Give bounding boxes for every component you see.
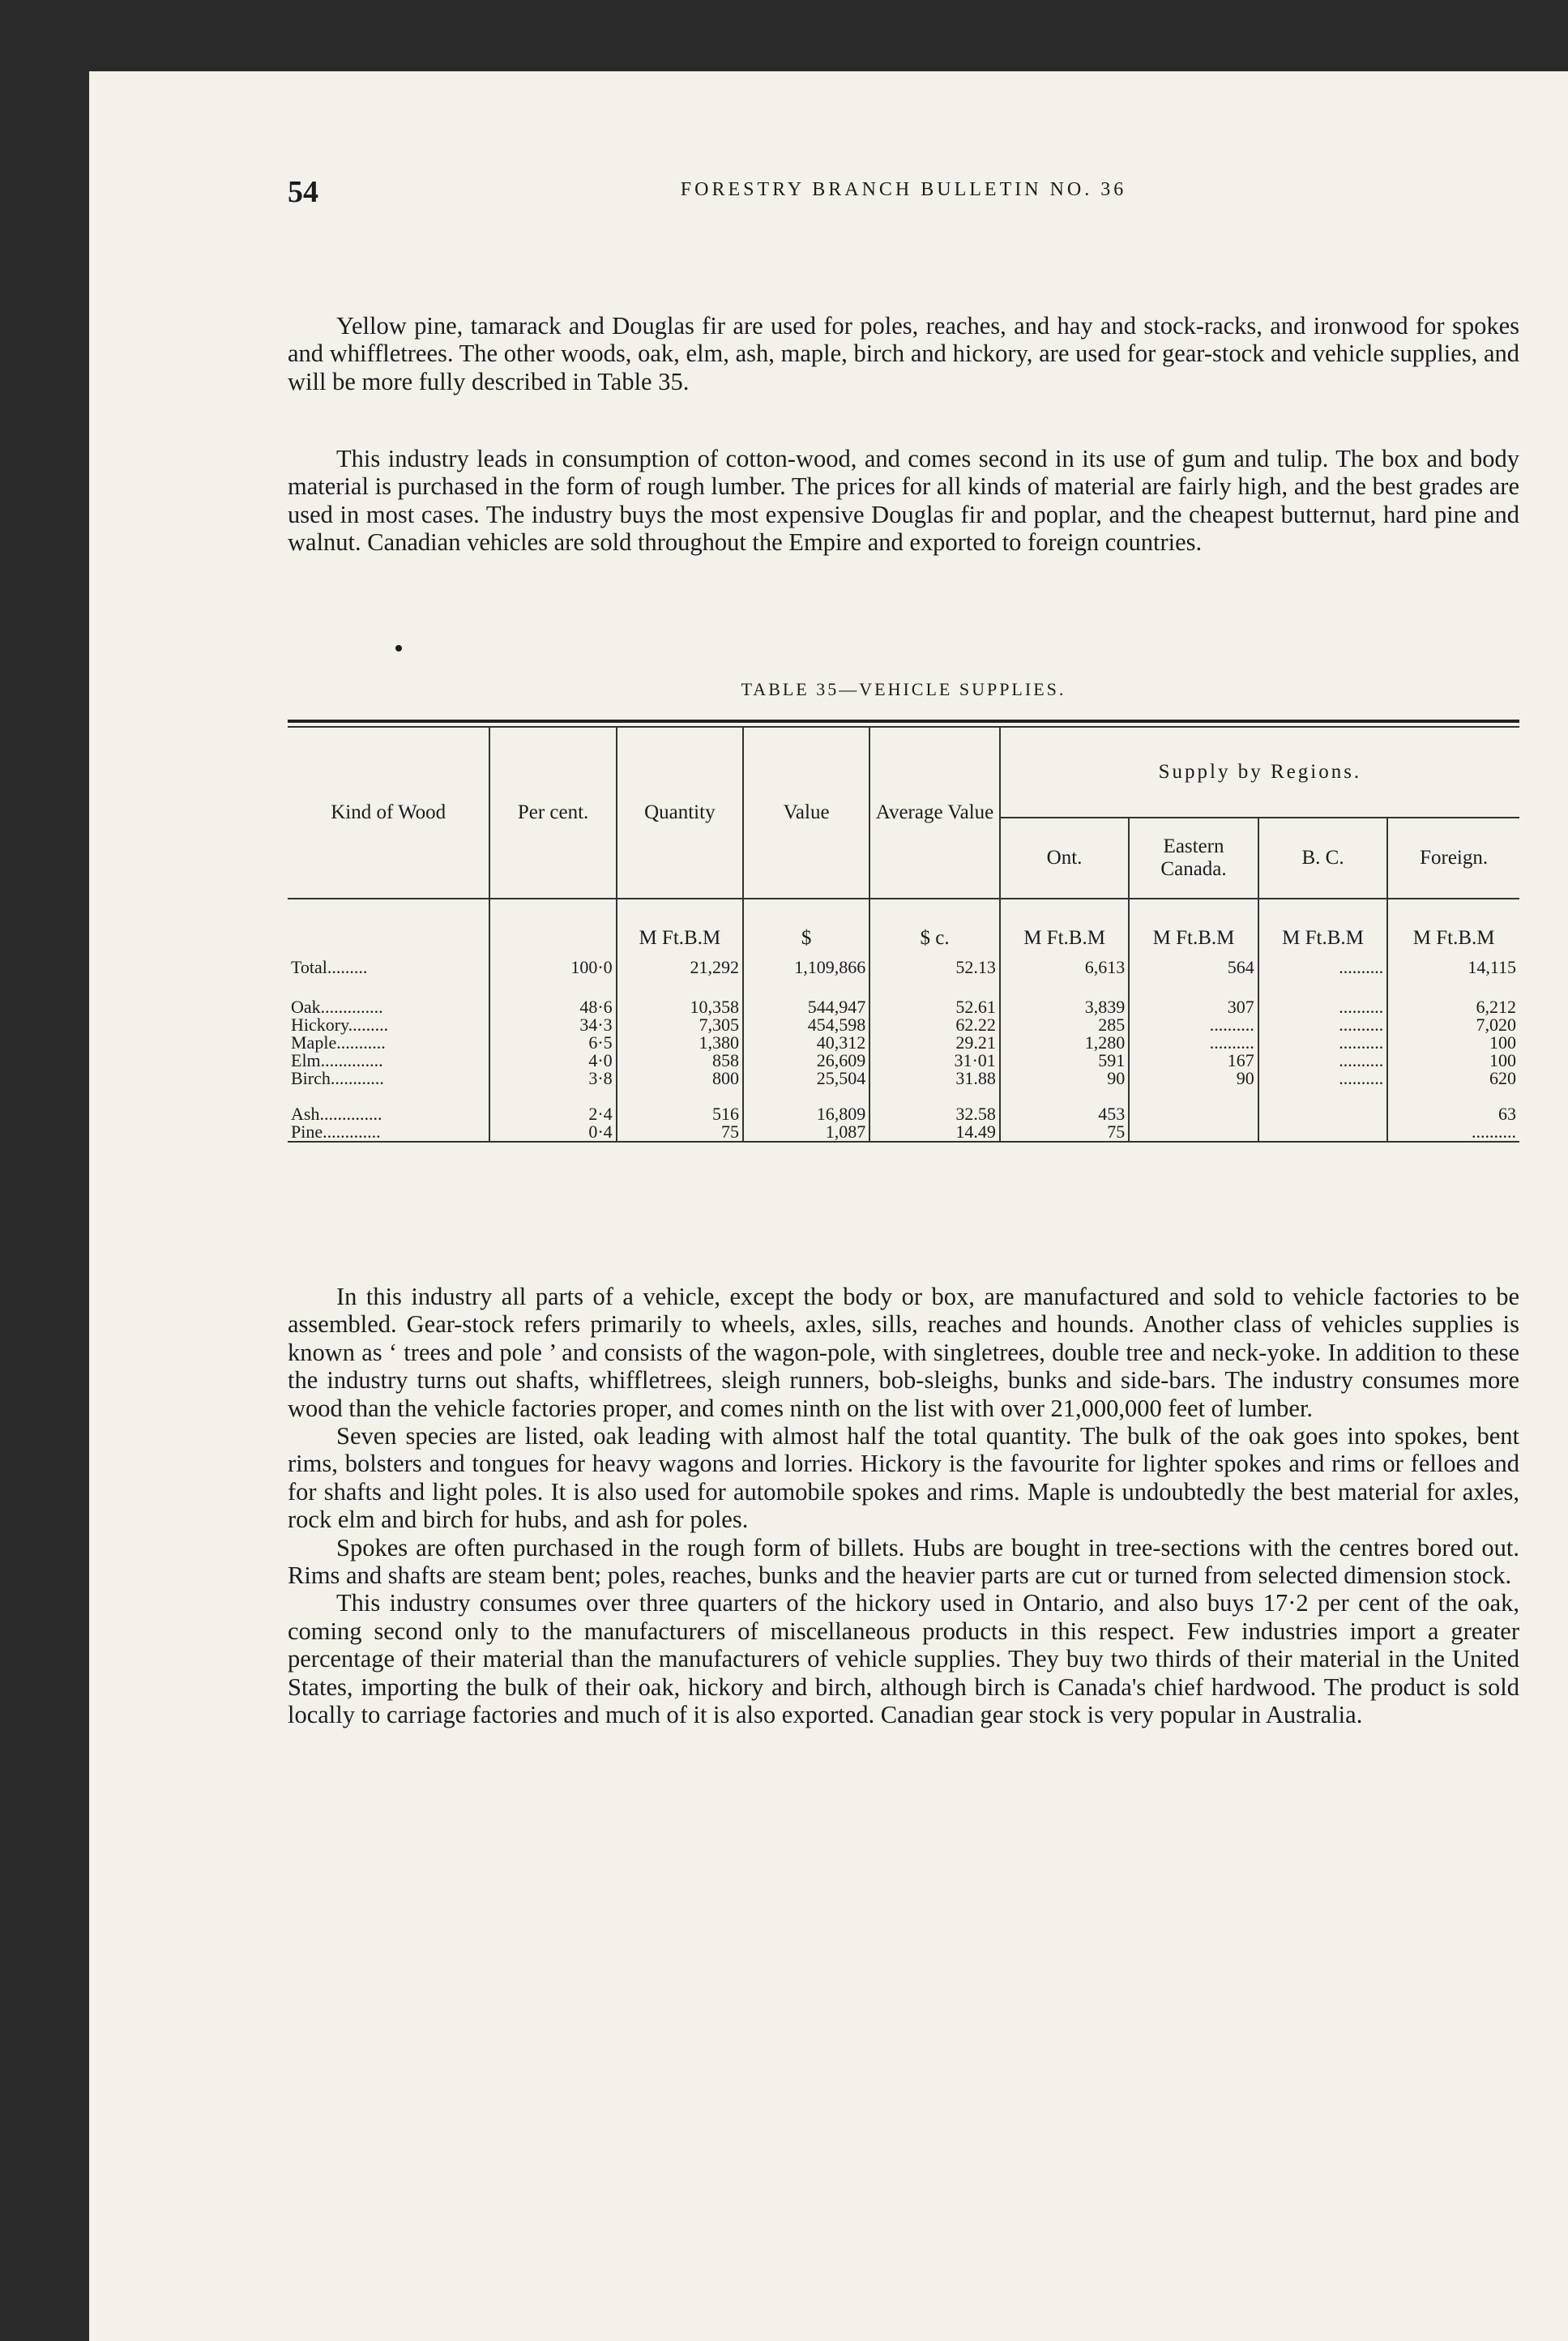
cell-value: 1,087 [743,1123,869,1142]
unit-quantity: M Ft.B.M [617,899,743,950]
table-caption: TABLE 35—VEHICLE SUPPLIES. [741,679,1066,699]
cell-average: 14.49 [869,1123,1000,1142]
table-row [288,1034,1519,1052]
cell-quantity: 7,305 [617,1016,743,1034]
cell-quantity: 516 [617,1105,743,1123]
cell-kind: Total......... [288,950,489,985]
cell-ont: 591 [1000,1052,1129,1070]
bulletin-title: FORESTRY BRANCH BULLETIN NO. 36 [680,179,1127,200]
cell-eastern [1129,1105,1258,1123]
cell-bc: .......... [1258,1016,1387,1034]
cell-foreign: 100 [1489,1050,1516,1070]
unit-value: $ [743,899,869,950]
unit-percent [489,899,616,950]
cell-ont: 90 [1000,1070,1129,1087]
cell-percent: 6·5 [489,1034,616,1052]
cell-eastern: .......... [1129,1016,1258,1034]
cell-eastern: 564 [1129,950,1258,985]
cell-average: 52.13 [869,950,1000,985]
unit-bc: M Ft.B.M [1258,899,1387,950]
body-paragraph-1: In this industry all parts of a vehicle, except the body or box, are manufactured and sold to vehicle factories to be assembled. Gear-stock refers primarily to wheels, axles, sills, reaches and hounds. Another class of vehicles supplies is known as ‘ trees and pole ’ and consists of the wagon-pole, with singletrees, double tree and neck-yoke. In addition to these the industry turns out shafts, whiffletrees, sleigh runners, bob-sleighs, bunks and side-bars. The industry consumes more wood than the vehicle factories proper, and comes ninth on the list with over 21,000,000 feet of lumber. [288,1283,1519,1422]
cell-bc [1258,1105,1387,1123]
cell-value: 25,504 [743,1070,869,1087]
cell-kind: Birch............ [288,1070,489,1087]
table-row [288,1105,1519,1123]
cell-kind: Hickory......... [288,1016,489,1034]
cell-bc: .......... [1258,1052,1387,1070]
supply-table [288,728,1519,1143]
cell-value: 544,947 [743,998,869,1016]
cell-foreign: 620 [1489,1068,1516,1088]
cell-kind: Maple........... [288,1034,489,1052]
cell-quantity: 10,358 [617,998,743,1016]
header-kind: Kind of Wood [288,728,489,898]
scan-border-top [0,0,1568,81]
cell-bc [1258,1123,1387,1142]
cell-ont: 1,280 [1000,1034,1129,1052]
stray-mark [395,645,402,651]
unit-ont: M Ft.B.M [1000,899,1129,950]
document-page [89,71,1568,2341]
unit-foreign: M Ft.B.M [1412,927,1495,949]
cell-eastern: 90 [1129,1070,1258,1087]
table-row [288,1070,1519,1087]
table-row [288,1016,1519,1034]
header-bc: B. C. [1258,818,1387,898]
cell-percent: 0·4 [489,1123,616,1142]
units-row [288,899,1519,950]
cell-quantity: 800 [617,1070,743,1087]
cell-average: 52.61 [869,998,1000,1016]
table-row-total [288,950,1519,985]
cell-quantity: 21,292 [617,950,743,985]
cell-bc: .......... [1258,1070,1387,1087]
unit-average: $ c. [869,899,1000,950]
cell-value: 16,809 [743,1105,869,1123]
table-row [288,998,1519,1016]
cell-percent: 34·3 [489,1016,616,1034]
header-average: Average Value [869,728,1000,898]
body-paragraph-4: This industry consumes over three quarters of the hickory used in Ontario, and also buys 17·2 per cent of the oak, coming second only to the manufacturers of miscellaneous products in this respect. Few industries import a greater percentage of their material than the manufacturers of vehicle supplies. They buy two thirds of their material in the United States, importing the bulk of their oak, hickory and birch, although birch is Canada's chief hardwood. The product is sold locally to carriage factories and much of it is also exported. Canadian gear stock is very popular in Australia. [288,1589,1519,1729]
cell-average: 32.58 [869,1105,1000,1123]
cell-eastern [1129,1123,1258,1142]
cell-bc: .......... [1258,998,1387,1016]
intro-paragraph-1: Yellow pine, tamarack and Douglas fir are used for poles, reaches, and hay and stock-racks, and ironwood for spokes and whiffletrees. The other woods, oak, elm, ash, maple, birch and hickory, are used for gear-stock and vehicle supplies, and will be more fully described in Table 35. [288,312,1519,395]
cell-value: 26,609 [743,1052,869,1070]
table-row [288,1123,1519,1142]
cell-percent: 3·8 [489,1070,616,1087]
cell-quantity: 75 [617,1123,743,1142]
cell-foreign: 6,212 [1476,997,1516,1017]
cell-kind: Elm.............. [288,1052,489,1070]
cell-percent: 2·4 [489,1105,616,1123]
cell-ont: 6,613 [1000,950,1129,985]
cell-percent: 100·0 [489,950,616,985]
cell-ont: 453 [1000,1105,1129,1123]
scan-border-left [0,0,89,2341]
cell-average: 29.21 [869,1034,1000,1052]
cell-foreign: 100 [1489,1032,1516,1053]
table-row [288,1052,1519,1070]
header-percent: Per cent. [489,728,616,898]
cell-value: 40,312 [743,1034,869,1052]
header-foreign: Foreign. [1420,847,1489,869]
cell-bc: .......... [1258,1034,1387,1052]
cell-kind: Ash.............. [288,1105,489,1123]
running-head [288,174,1519,223]
unit-eastern: M Ft.B.M [1129,899,1258,950]
cell-quantity: 858 [617,1052,743,1070]
cell-value: 454,598 [743,1016,869,1034]
cell-percent: 4·0 [489,1052,616,1070]
header-value: Value [743,728,869,898]
cell-foreign: 7,020 [1476,1015,1516,1035]
cell-percent: 48·6 [489,998,616,1016]
cell-eastern: 167 [1129,1052,1258,1070]
cell-foreign: 14,115 [1468,957,1516,977]
cell-quantity: 1,380 [617,1034,743,1052]
cell-kind: Pine............. [288,1123,489,1142]
cell-ont: 3,839 [1000,998,1129,1016]
vehicle-supplies-table [288,720,1519,1143]
cell-average: 62.22 [869,1016,1000,1034]
cell-ont: 285 [1000,1016,1129,1034]
header-eastern: Eastern Canada. [1129,818,1258,898]
cell-kind: Oak.............. [288,998,489,1016]
header-regions: Supply by Regions. [1000,728,1519,818]
body-paragraph-2: Seven species are listed, oak leading with almost half the total quantity. The bulk of the oak goes into spokes, bent rims, bolsters and tongues for heavy wagons and lorries. Hickory is the favourite for lighter spokes and rims or felloes and for shafts and light poles. It is also used for automobile spokes and rims. Maple is undoubtedly the best material for axles, rock elm and birch for hubs, and ash for poles. [288,1422,1519,1534]
cell-ont: 75 [1000,1123,1129,1142]
cell-value: 1,109,866 [743,950,869,985]
cell-bc: .......... [1258,950,1387,985]
intro-paragraph-2: This industry leads in consumption of cotton-wood, and comes second in its use of gum and tulip. The box and body material is purchased in the form of rough lumber. The prices for all kinds of material are fairly high, and the best grades are used in most cases. The industry buys the most expensive Douglas fir and poplar, and the cheapest butternut, hard pine and walnut. Canadian vehicles are sold throughout the Empire and exported to foreign countries. [288,445,1519,557]
cell-eastern: .......... [1129,1034,1258,1052]
cell-average: 31·01 [869,1052,1000,1070]
cell-foreign: .......... [1387,1123,1519,1142]
cell-eastern: 307 [1129,998,1258,1016]
page-number: 54 [288,175,318,209]
cell-average: 31.88 [869,1070,1000,1087]
header-quantity: Quantity [617,728,743,898]
header-ont: Ont. [1000,818,1129,898]
cell-foreign: 63 [1498,1104,1516,1124]
body-text [288,1283,1519,1729]
body-paragraph-3: Spokes are often purchased in the rough form of billets. Hubs are bought in tree-sections with the centres bored out. Rims and shafts are steam bent; poles, reaches, bunks and the heavier parts are cut or turned from selected dimension stock. [288,1533,1519,1590]
